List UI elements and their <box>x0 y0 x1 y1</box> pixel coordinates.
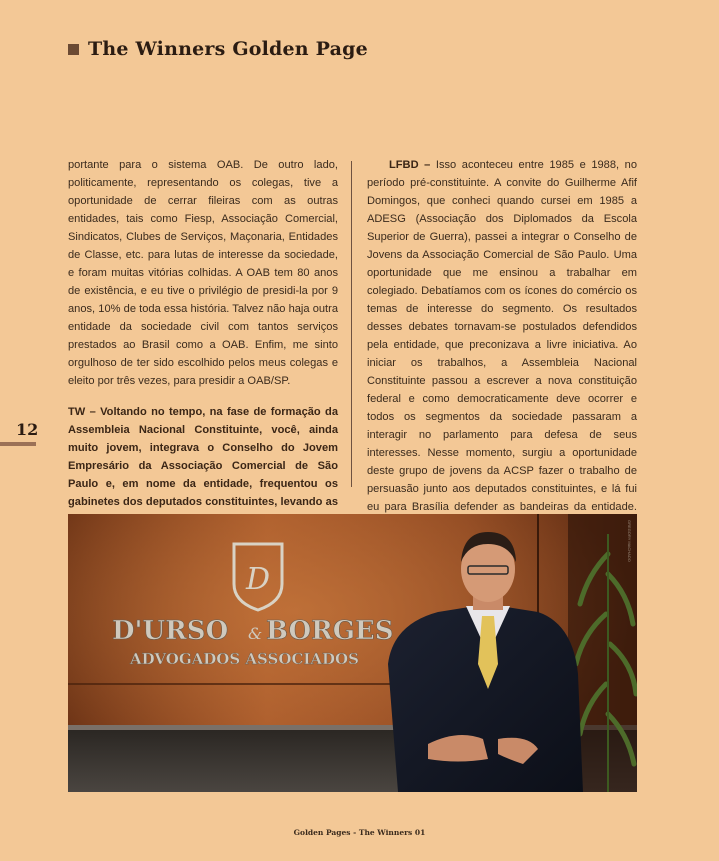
left-column <box>68 156 338 547</box>
answer-lead-in: LFBD – <box>389 159 431 171</box>
sign-ampersand: & <box>248 624 263 643</box>
page-title: The Winners Golden Page <box>88 38 368 60</box>
page-footer: Golden Pages - The Winners 01 <box>293 828 426 837</box>
right-column <box>367 156 637 552</box>
interview-question: TW – Voltando no tempo, na fase de formação da Assembleia Nacional Constituinte, você, ainda muito jovem, integrava o Conselho do Jovem Empresário da Associação Comercial de São Paulo e, em nome da entidade, frequentou os gabinetes dos deputados constituintes, levando as <box>68 406 338 508</box>
page-number-rule <box>0 442 36 446</box>
right-paragraph-1 <box>367 156 637 552</box>
logo-letter: D <box>245 562 271 597</box>
photo-credit: GREGORY MACHADO <box>627 520 632 562</box>
photo-illustration <box>68 514 637 792</box>
answer-text: Isso aconteceu entre 1985 e 1988, no período pré-constituinte. A convite do Guilherme Afif Domingos, que conheci quando cursei em 1985 a ADESG (Associação dos Diplomados da Escola Superior de Guerra), passei a integrar o Conselho de Jovens da Associação Comercial de São Paulo. Uma oportunidade que me ensinou a trabalhar em colegiado. Debatíamos com os ícones do comércio os temas de interesse do segmento. Os resultados desses debates tornavam-se postulados defendidos pela entidade, que preconizava a livre iniciativa. Ao iniciar os trabalhos, a Assembleia Nacional Constituinte passou a escrever a nova constituição federal e como democraticamente deve ocorrer e todos os segmentos da sociedade passaram a interagir no parlamento para defesa de seus interesses. Nesse momento, surgiu a oportunidade deste grupo de jovens da ACSP fazer o trabalho de persuasão junto aos deputados constituintes, e lá fui eu para Brasília defender as bandeiras da entidade. <box>367 159 638 513</box>
column-divider <box>351 161 352 487</box>
page-number: 12 <box>16 420 39 439</box>
sign-name-1: D'URSO <box>112 616 229 646</box>
sign-subtitle: ADVOGADOS ASSOCIADOS <box>130 650 359 668</box>
left-paragraph-1: portante para o sistema OAB. De outro lado, politicamente, representando os colegas, tive a oportunidade de cerrar fileiras com as outras entidades, tais como Fiesp, Associação Comercial, Sindicatos, Clubes de Serviços, Maçonaria, Entidades de Classe, etc. para lutas de interesse da sociedade, e foram muitas vitórias colhidas. A OAB tem 80 anos de existência, e eu tive o privilégio de presidi-la por 9 anos, 10% de toda essa história. Talvez não haja outra entidade da sociedade civil com tantos serviços prestados ao Brasil como a OAB. Enfim, me sinto orgulhoso de ter sido escolhido pelos meus colegas e eleito por três vezes, para presidir a OAB/SP. <box>68 159 338 387</box>
header-square-icon <box>68 44 79 55</box>
portrait-photo <box>68 514 637 792</box>
sign-name-2: BORGES <box>266 616 394 646</box>
page-header <box>68 38 368 60</box>
